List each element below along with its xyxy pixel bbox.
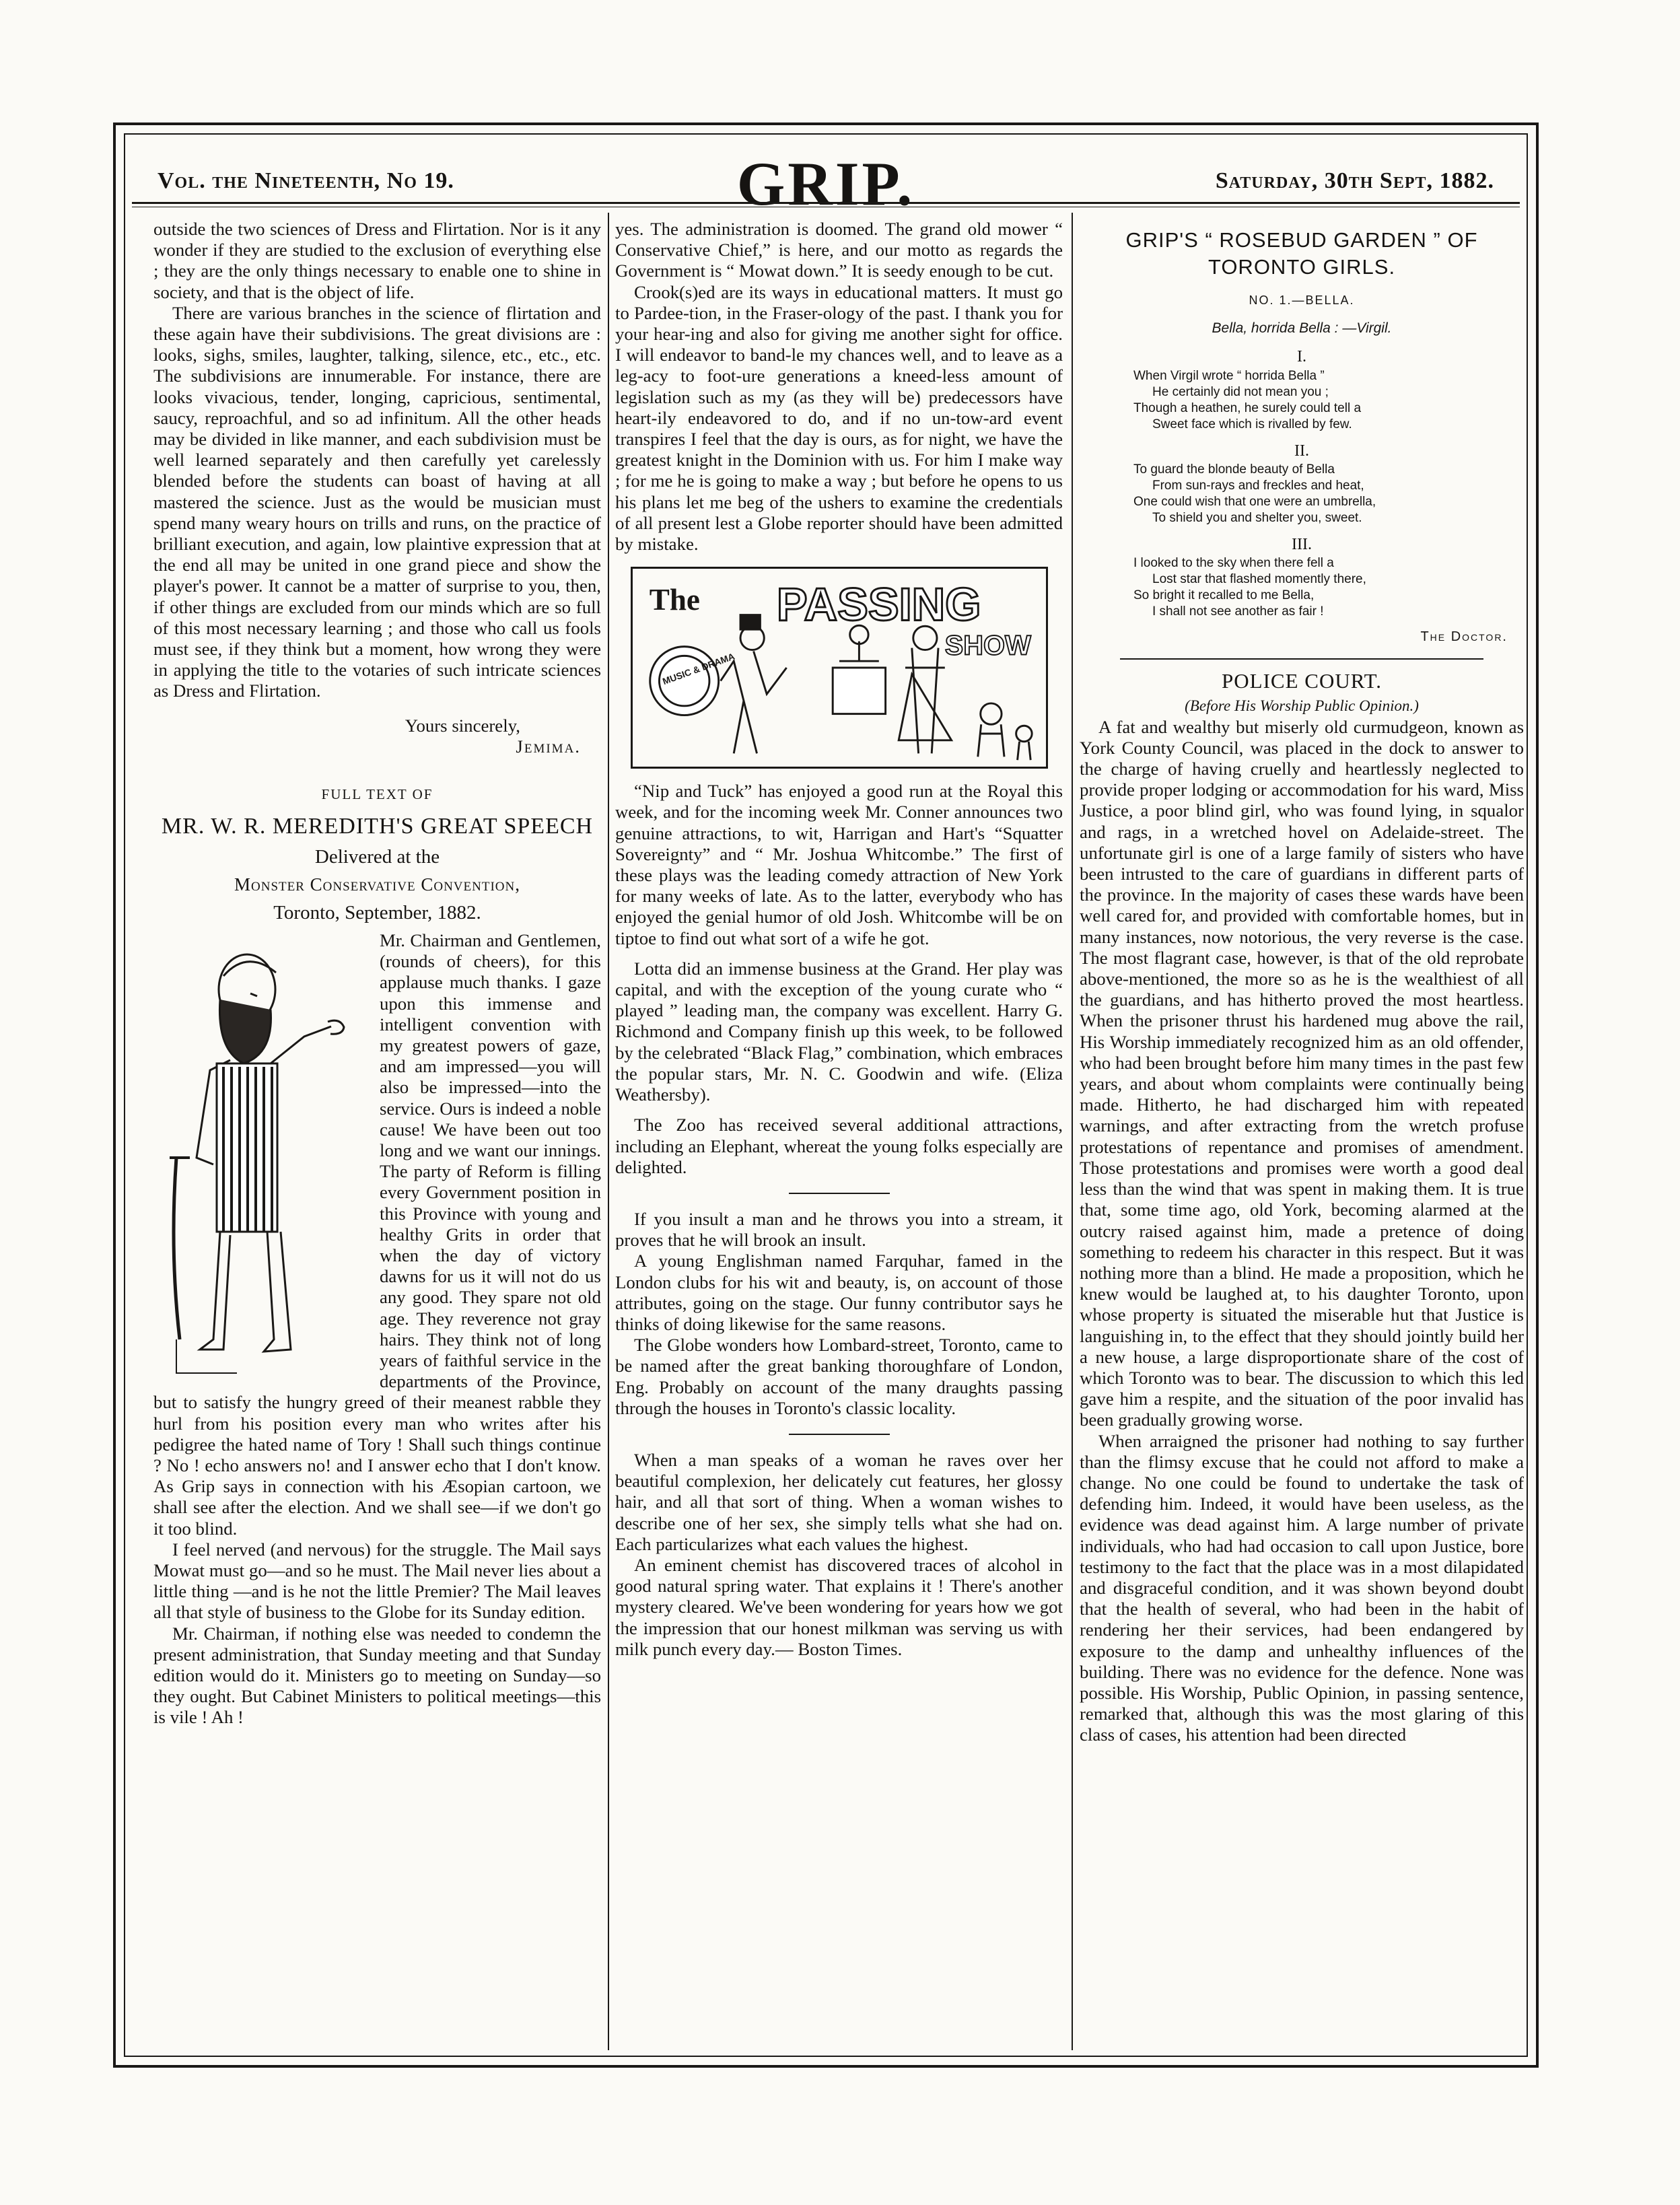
misc-paragraph: An eminent chemist has discovered traces of alcohol in good natural spring water. That explains it ! There's another mystery cleared. We've been wondering for years how we got the impression that our honest milkman was serving us with milk punch every day.— Boston Times. (615, 1554, 1063, 1659)
poem-number: NO. 1.—BELLA. (1249, 293, 1355, 307)
article-headline: MR. W. R. MEREDITH'S GREAT SPEECH (161, 814, 594, 839)
column-divider (608, 213, 609, 2050)
column-2 (615, 219, 1063, 2046)
column-divider (1072, 213, 1073, 2050)
article-deck: Monster Conservative Convention, (234, 874, 520, 895)
letter-signature: Jemima. (516, 736, 581, 757)
letter-closing: Yours sincerely, (405, 715, 520, 736)
section-subhead: (Before His Worship Public Opinion.) (1185, 697, 1419, 715)
speech-paragraph: Mr. Chairman and Gentlemen, (rounds of cheers), for this applause much thanks. I gaze upon this immense and intelligent convention with my greatest powers of gaze, and am impressed—you will also be impressed—into the service. Ours is indeed a noble cause! We have been out too long and we want our innings. The party of Reform is filling every Government position in this Province with young and healthy Grits in order that when the day of victory dawns for us it will not do us any good. They spare not old age. They reverence not gray hairs. They think not of long years of faithful service in the departments of the Province, but to satisfy the hungry greed of their meanest rabble they hurl from his position every man who writes after his pedigree the hated name of Tory ! Shall such things continue ? No ! echo answers no! and I answer echo that I don't know. As Grip says in connection with his Æsopian cartoon, we shall see after the election. And we shall see—if we don't go it too blind. (153, 930, 601, 1539)
poem-epigraph: Bella, horrida Bella : —Virgil. (1212, 320, 1392, 337)
poem-line: I shall not see another as fair ! (1152, 604, 1324, 619)
poem-line: When Virgil wrote “ horrida Bella ” (1133, 368, 1325, 383)
poem-stanza (1133, 555, 1524, 620)
poem-line: Though a heathen, he surely could tell a (1133, 400, 1362, 415)
theatre-notes-paragraph: Lotta did an immense business at the Grand. Her play was capital, and with the exception of the young curate who “ played ” leading man, the company was excellent. Harry G. Richmond and Company finish up this week, to be followed by the celebrated “Black Flag,” combination, which embraces the popular stars, Mr. N. C. Goodwin and wife. (Eliza Weathersby). (615, 958, 1063, 1105)
poem-line: To shield you and shelter you, sweet. (1152, 510, 1362, 525)
theatre-notes-paragraph: “Nip and Tuck” has enjoyed a good run at the Royal this week, and for the incoming week Mr. Conner announces two genuine attractions, to wit, Harrigan and Hart's “Squatter Sovereignty” and “ Mr. Joshua Whitcombe.” The first of these plays was the leading comedy attraction of New York for many weeks of late. As to the latter, everybody who has enjoyed the genial humor of old Josh. Whitcombe will be on tiptoe to find out what sort of a wife he got. (615, 781, 1063, 948)
speech-paragraph: Mr. Chairman, if nothing else was needed to condemn the present administration, that Sunday meeting and that Sunday edition would do it. Ministers go to meeting on Sunday—so they ought. But Cabinet Ministers to political meetings—this is vile ! Ah ! (153, 1623, 601, 1728)
issue-date: Saturday, 30th Sept, 1882. (1215, 168, 1494, 193)
passing-show-cartoon (631, 567, 1048, 769)
speech-paragraph: I feel nerved (and nervous) for the struggle. The Mail says Mowat must go—and so he must. The Mail never lies about a little thing —and is he not the little Premier? The Mail leaves all that style of business to the Globe for its Sunday edition. (153, 1539, 601, 1623)
poem-line: I looked to the sky when there fell a (1133, 556, 1334, 571)
stanza-number: I. (1297, 348, 1306, 366)
speech-paragraph: yes. The administration is doomed. The grand old mower “ Conservative Chief,” is here, and our motto as regards the Government is “ Mowat down.” It is seedy enough to be cut. (615, 219, 1063, 281)
poem-line: One could wish that one were an umbrella, (1133, 494, 1376, 509)
separator-rule (1120, 658, 1483, 660)
article-paragraph: outside the two sciences of Dress and Flirtation. Nor is it any wonder if they are studied to the exclusion of everything else ; they are the only things necessary to enable one to shine in society, and that is the object of life. (153, 219, 601, 302)
stanza-number: III. (1292, 535, 1312, 553)
masthead-rule (132, 202, 1520, 207)
section-headline: POLICE COURT. (1222, 669, 1382, 693)
misc-paragraph: A young Englishman named Farquhar, famed in the London clubs for his wit and beauty, is, on account of those attributes, going on the stage. Our funny contributor says he thinks of doing likewise for the same reasons. (615, 1251, 1063, 1334)
cartoon-title-passing: PASSING (776, 578, 981, 631)
column-3 (1080, 219, 1524, 2046)
newspaper-title: GRIP. (736, 149, 915, 218)
poem-line: From sun-rays and freckles and heat, (1152, 478, 1364, 493)
column-1 (153, 219, 601, 2046)
article-deck: Delivered at the (314, 846, 440, 868)
misc-paragraph: The Globe wonders how Lombard-street, Toronto, came to be named after the great banking thoroughfare of London, Eng. Probably on account of the many draughts passing through the houses in Toronto's classic locality. (615, 1335, 1063, 1418)
speech-paragraph: Crook(s)ed are its ways in educational matters. It must go to Pardee-tion, in the Fraser-ology of the past. I thank you for your hear-ing and also for giving me another sight for office. I will endeavor to band-le my chances well, and to leave as a leg-acy to foot-ure generations a kneed-less amount of legislation such as my (as they will be) predecessors have heart-ily endeavored to do, and if no un-tow-ard event transpires I feel that the day is ours, as for night, we have the greatest knight in the Dominion with us. For him I make way ; for me he is going to make a way ; but before he opens to us his plans let me beg of the ushers to examine the credentials of all present lest a Globe reporter should have been admitted by mistake. (615, 281, 1063, 555)
poem-line: He certainly did not mean you ; (1152, 384, 1329, 399)
poem-stanza (1133, 368, 1524, 433)
separator-rule (789, 1434, 890, 1435)
cartoon-title-show: SHOW (944, 629, 1031, 661)
meredith-caricature-illustration (153, 936, 372, 1380)
poem-stanza (1133, 462, 1524, 526)
poem-line: So bright it recalled to me Bella, (1133, 588, 1315, 603)
poem-line: Lost star that flashed momently there, (1152, 572, 1366, 587)
poem-line: Sweet face which is rivalled by few. (1152, 417, 1352, 431)
court-report-paragraph: When arraigned the prisoner had nothing to say further than the flimsy excuse that he could not afford to make a change. No one could be found to undertake the task of defending him. Indeed, it would have been useless, as the evidence was dead against him. A large number of private individuals, who had had occasion to call upon Justice, bore testimony to the fact that the place was in a most dilapidated and disgraceful condition, and it was shown beyond doubt that the health of several, who had been in the habit of rendering her their services, had been endangered by exposure to the damp and unhealthy influences of the building. There was no evidence for the defence. None was possible. His Worship, Public Opinion, in passing sentence, remarked that, although this was the most glaring of this class of cases, his attention had been directed (1080, 1430, 1524, 1745)
cartoon-title-the: The (649, 583, 700, 617)
cartoon-drum-label: MUSIC & DRAMA (660, 651, 736, 687)
misc-paragraph: When a man speaks of a woman he raves over her beautiful complexion, her delicately cut features, her glossy hair, and all that sort of thing. When a woman wishes to describe one of her sex, she simply tells what she had on. Each particularizes what each values the highest. (615, 1449, 1063, 1554)
theatre-notes-paragraph: The Zoo has received several additional attractions, including an Elephant, whereat the young folks especially are delighted. (615, 1115, 1063, 1177)
poem-line: To guard the blonde beauty of Bella (1133, 462, 1335, 477)
article-paragraph: There are various branches in the science of flirtation and these again have their subdivisions. The great divisions are : looks, sighs, smiles, laughter, talking, silence, etc., etc., etc. The subdivisions are innumerable. For instance, there are looks vivacious, tender, longing, capricious, sentimental, saucy, reproachful, and so ad infinitum. All the other heads may be divided in like manner, and each subdivision must be well learned separately and then carefully yet carelessly blended before the students can boast of having at all mastered the science. Just as the would be musician must spend many weary hours on trills and runs, on the practice of brilliant execution, and again, low plaintive expression that at the end all may be united in one grand piece and show the player's power. It cannot be a matter of surprise to you, then, if other things are excluded from our minds which are so full of this most necessary learning ; and those who call us fools must see, if they think but a moment, how wrong they were in applying the title to the votaries of such intricate sciences as Dress and Flirtation. (153, 302, 601, 701)
article-dateline: Toronto, September, 1882. (273, 901, 481, 923)
stanza-number: II. (1294, 442, 1309, 460)
misc-paragraph: If you insult a man and he throws you into a stream, it proves that he will brook an insult. (615, 1208, 1063, 1251)
article-kicker: FULL TEXT OF (321, 786, 433, 803)
poem-title: GRIP'S “ ROSEBUD GARDEN ” OF TORONTO GIRLS. (1125, 228, 1478, 279)
volume-number: Vol. the Nineteenth, No 19. (158, 168, 454, 193)
separator-rule (789, 1193, 890, 1194)
court-report-paragraph: A fat and wealthy but miserly old curmudgeon, known as York County Council, was placed in the dock to answer to the charge of having cruelly and heartlessly neglected to provide proper lodging or accommodation for his ward, Miss Justice, a poor blind girl, who was found lying, in squalor and rags, in a wretched hovel on Adelaide-street. The unfortunate girl is one of a large family of sisters who have been intrusted to the care of guardians in different parts of the province. In the majority of cases these wards have been well cared for, and provided with comfortable homes, but in many instances, now notorious, the very reverse is the case. The most flagrant case, however, is that of the old reprobate above-mentioned, the more so as he is the wealthiest of all the guardians, and has hitherto proved the most heartless. When the prisoner thrust his hardened mug above the rail, His Worship immediately recognized him as an old offender, who had been brought before him many times in the past few years, and about whom complaints were continually being made. Hitherto, he had discharged him with repeated warnings, and after extracting from the wretch profuse protestations of repentance and promises of amendment. Those protestations and promises were worth a good deal less than the wind that was spent in making them. It is true that, some time ago, old York, becoming alarmed at the outcry raised against him, made a pretence of doing something to redeem his character in this respect. But it was nothing more than a blind. He made a proposition, which he knew would be laughed at, to his daughter Toronto, upon whose property is situated the miserable hut that Justice is languishing in, to the effect that they should jointly build her a new house, a large disproportionate share of the cost of which Toronto was to bear. The discussion to which this led gave him a respite, and the situation of the poor invalid has been gradually growing worse. (1080, 716, 1524, 1430)
poem-author: The Doctor. (1420, 629, 1508, 645)
